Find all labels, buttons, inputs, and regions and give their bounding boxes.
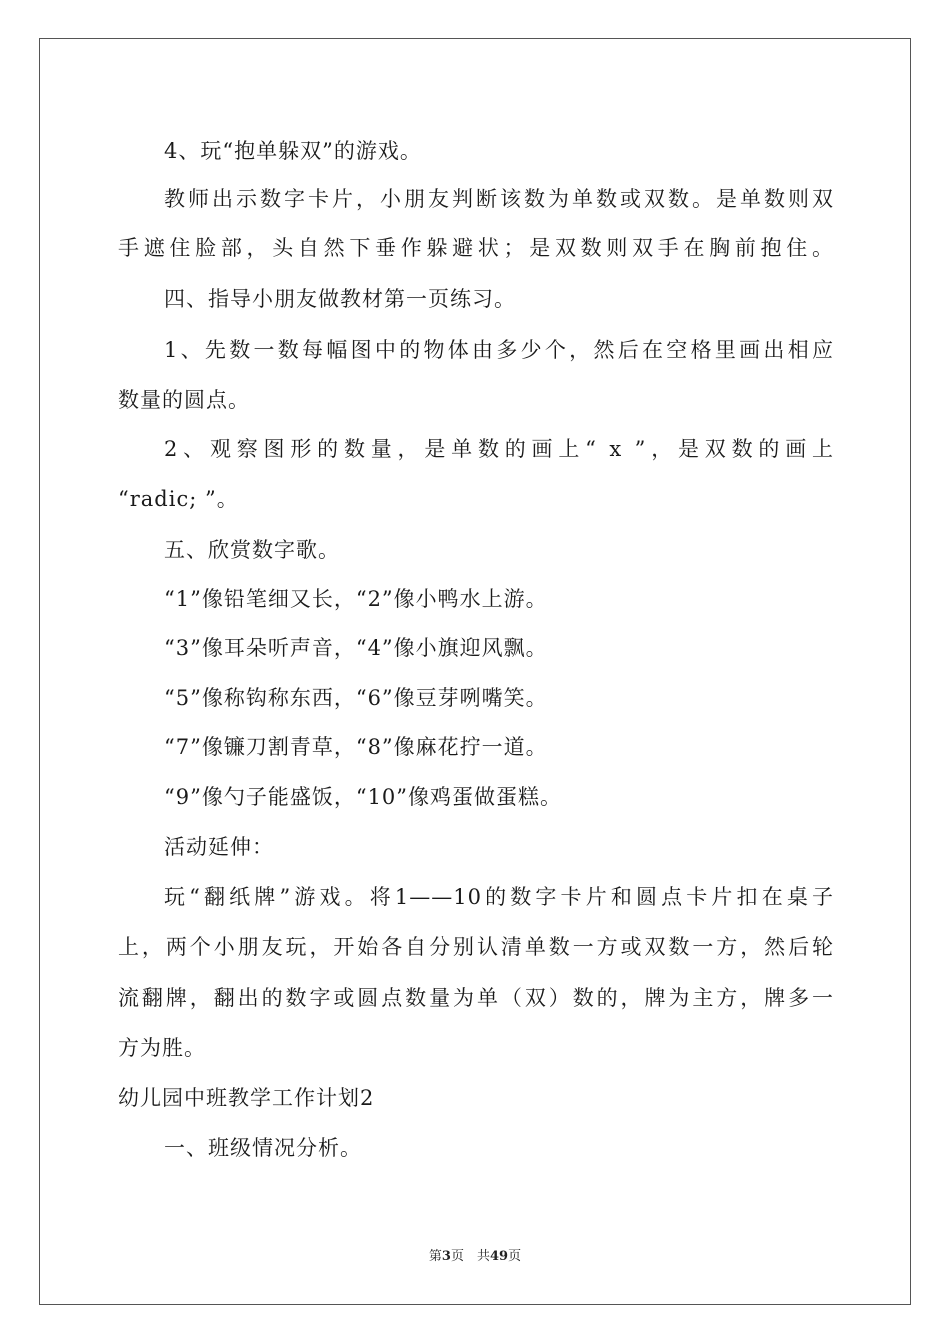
text-line: 活动延伸： (164, 835, 274, 859)
text-line: 五、欣赏数字歌。 (164, 538, 340, 562)
footer-mid: 页 共 (450, 1249, 490, 1264)
text-line: 数量的圆点。 (118, 388, 250, 412)
text-line: 2、观察图形的数量，是单数的画上“ x ”，是双数的画上 (164, 437, 834, 461)
text-line: 玩“翻纸牌”游戏。将1——10的数字卡片和圆点卡片扣在桌子 (164, 885, 834, 909)
text-line: “9”像勺子能盛饭，“10”像鸡蛋做蛋糕。 (164, 785, 563, 809)
text-line: 手遮住脸部，头自然下垂作躲避状；是双数则双手在胸前抱住。 (118, 236, 834, 260)
text-line: 方为胜。 (118, 1036, 206, 1060)
text-line: 教师出示数字卡片，小朋友判断该数为单数或双数。是单数则双 (164, 187, 834, 211)
footer-current-page: 3 (441, 1249, 451, 1264)
text-line: “1”像铅笔细又长，“2”像小鸭水上游。 (164, 587, 548, 611)
page-footer (0, 1248, 950, 1266)
section-heading: 幼儿园中班教学工作计划2 (118, 1086, 375, 1110)
text-line: 流翻牌，翻出的数字或圆点数量为单（双）数的，牌为主方，牌多一 (118, 986, 834, 1010)
footer-prefix: 第 (428, 1249, 442, 1264)
text-line: 一、班级情况分析。 (164, 1136, 362, 1160)
text-line: 四、指导小朋友做教材第一页练习。 (164, 287, 516, 311)
text-line: “3”像耳朵听声音，“4”像小旗迎风飘。 (164, 636, 548, 660)
footer-total-pages: 49 (489, 1249, 509, 1264)
text-line: “radic; ”。 (118, 487, 239, 511)
footer-suffix: 页 (508, 1249, 522, 1264)
text-line: 上，两个小朋友玩，开始各自分别认清单数一方或双数一方，然后轮 (118, 935, 834, 959)
page-frame (39, 38, 911, 1305)
text-line: “7”像镰刀割青草，“8”像麻花拧一道。 (164, 735, 548, 759)
text-line: 4、玩“抱单躲双”的游戏。 (164, 139, 422, 163)
text-line: “5”像称钩称东西，“6”像豆芽咧嘴笑。 (164, 686, 548, 710)
text-line: 1、先数一数每幅图中的物体由多少个，然后在空格里画出相应 (164, 338, 834, 362)
